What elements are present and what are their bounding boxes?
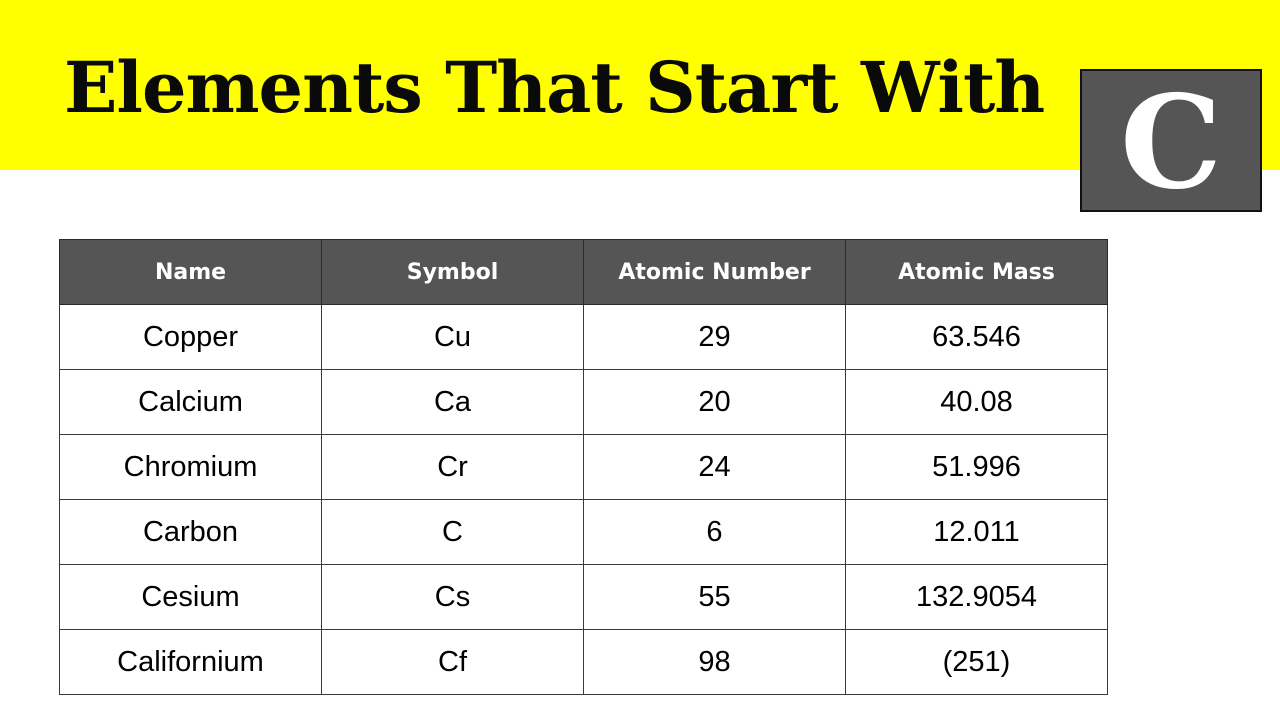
cell-atomic-number: 6: [584, 500, 846, 565]
cell-symbol: C: [322, 500, 584, 565]
column-header-atomic-number: Atomic Number: [584, 240, 846, 305]
cell-atomic-mass: 51.996: [846, 435, 1108, 500]
cell-atomic-number: 29: [584, 305, 846, 370]
table-row: [60, 370, 1108, 435]
cell-name: Carbon: [60, 500, 322, 565]
cell-atomic-number: 55: [584, 565, 846, 630]
cell-atomic-mass: (251): [846, 630, 1108, 695]
cell-symbol: Ca: [322, 370, 584, 435]
column-header-name: Name: [60, 240, 322, 305]
table-header-row: [60, 240, 1108, 305]
column-header-symbol: Symbol: [322, 240, 584, 305]
letter-badge: [1080, 67, 1262, 218]
table-row: [60, 435, 1108, 500]
cell-symbol: Cr: [322, 435, 584, 500]
cell-atomic-mass: 12.011: [846, 500, 1108, 565]
cell-symbol: Cu: [322, 305, 584, 370]
table-row: [60, 500, 1108, 565]
cell-name: Copper: [60, 305, 322, 370]
cell-atomic-mass: 132.9054: [846, 565, 1108, 630]
cell-name: Calcium: [60, 370, 322, 435]
cell-name: Chromium: [60, 435, 322, 500]
table-row: [60, 630, 1108, 695]
cell-atomic-number: 20: [584, 370, 846, 435]
letter-badge-text: C: [1120, 67, 1222, 218]
cell-atomic-number: 98: [584, 630, 846, 695]
cell-name: Californium: [60, 630, 322, 695]
page-title: Elements That Start With: [64, 46, 1045, 129]
cell-atomic-mass: 40.08: [846, 370, 1108, 435]
elements-table: [59, 239, 1108, 695]
cell-name: Cesium: [60, 565, 322, 630]
cell-atomic-number: 24: [584, 435, 846, 500]
cell-symbol: Cs: [322, 565, 584, 630]
cell-atomic-mass: 63.546: [846, 305, 1108, 370]
table-row: [60, 565, 1108, 630]
column-header-atomic-mass: Atomic Mass: [846, 240, 1108, 305]
table-row: [60, 305, 1108, 370]
cell-symbol: Cf: [322, 630, 584, 695]
